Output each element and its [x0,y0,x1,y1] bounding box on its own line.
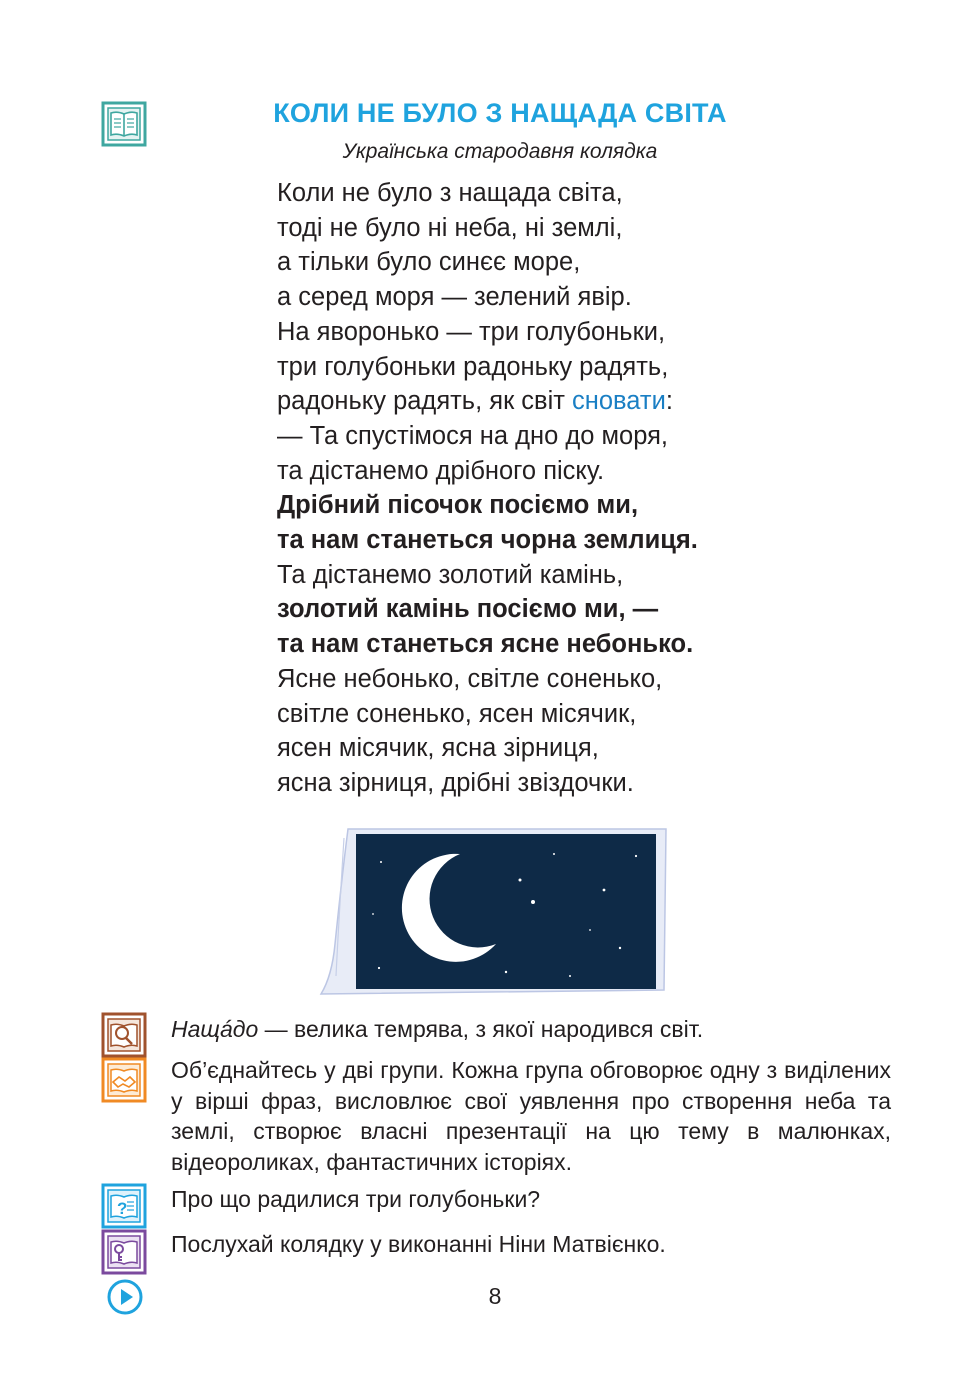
magnifier-book-icon [101,1012,147,1058]
vocabulary-note [171,1014,891,1045]
poem-line-highlighted: та нам станеться ясне небонько. [277,630,694,659]
poem-line: три голубоньки радоньку радять, [277,352,669,381]
poem-line: ясна зірниця, дрібні звіздочки. [277,768,634,797]
poem-line: — Та спустімося на дно до моря, [277,421,668,450]
question-text: Про що радилися три голубоньки? [171,1186,541,1212]
glossary-term: Нащáдо [171,1016,259,1042]
group-task: Об’єднайтесь у дві групи. Кожна група обговорює одну з виділених у вірші фраз, висловлює свої уявлення про створення неба та землі, створює власні презентації на цю тему в малюнках, відеороликах, фантастичних історіях. [171,1057,891,1175]
poem-line: ясен місячик, ясна зірниця, [277,734,599,763]
poem-line: На яворонько — три голубоньки, [277,317,666,346]
night-sky-illustration [318,826,670,998]
poem-line: тоді не було ні неба, ні землі, [277,213,623,242]
page-subtitle: Українська стародавня колядка [342,140,658,163]
poem-line-highlighted: та нам станеться чорна землиця. [277,526,698,555]
poem-text: радоньку радять, як світ [277,387,573,416]
open-book-icon [101,101,147,147]
svg-text:?: ? [117,1199,128,1218]
key-book-icon [101,1229,147,1275]
poem [277,176,698,801]
poem-line [277,384,698,419]
poem-line: Ясне небонько, світле соненько, [277,664,663,693]
poem-line: та дістанемо дрібного піску. [277,456,605,485]
poem-line-highlighted: золотий камінь посіємо ми, — [277,595,659,624]
poem-line: Коли не було з нащада світа, [277,179,623,207]
glossary-definition: — велика темрява, з якої народився світ. [258,1016,704,1042]
poem-line-highlighted: Дрібний пісочок посіємо ми, [277,491,639,520]
question-book-icon [101,1183,147,1229]
poem-line: а серед моря — зелений явір. [277,283,632,312]
poem-line: а тільки було синєє море, [277,248,581,277]
page-title: КОЛИ НЕ БУЛО З НАЩАДА СВІТА [273,98,727,128]
listen-task: Послухай колядку у виконанні Ніни Матвієнко. [171,1231,666,1257]
play-icon[interactable] [106,1278,144,1316]
page-number: 8 [488,1283,502,1309]
poem-line: світле соненько, ясен місячик, [277,699,637,728]
poem-line: Та дістанемо золотий камінь, [277,560,624,589]
handshake-book-icon [101,1057,147,1103]
poem-text: : [665,387,673,416]
glossary-link[interactable]: сновати [572,387,666,416]
